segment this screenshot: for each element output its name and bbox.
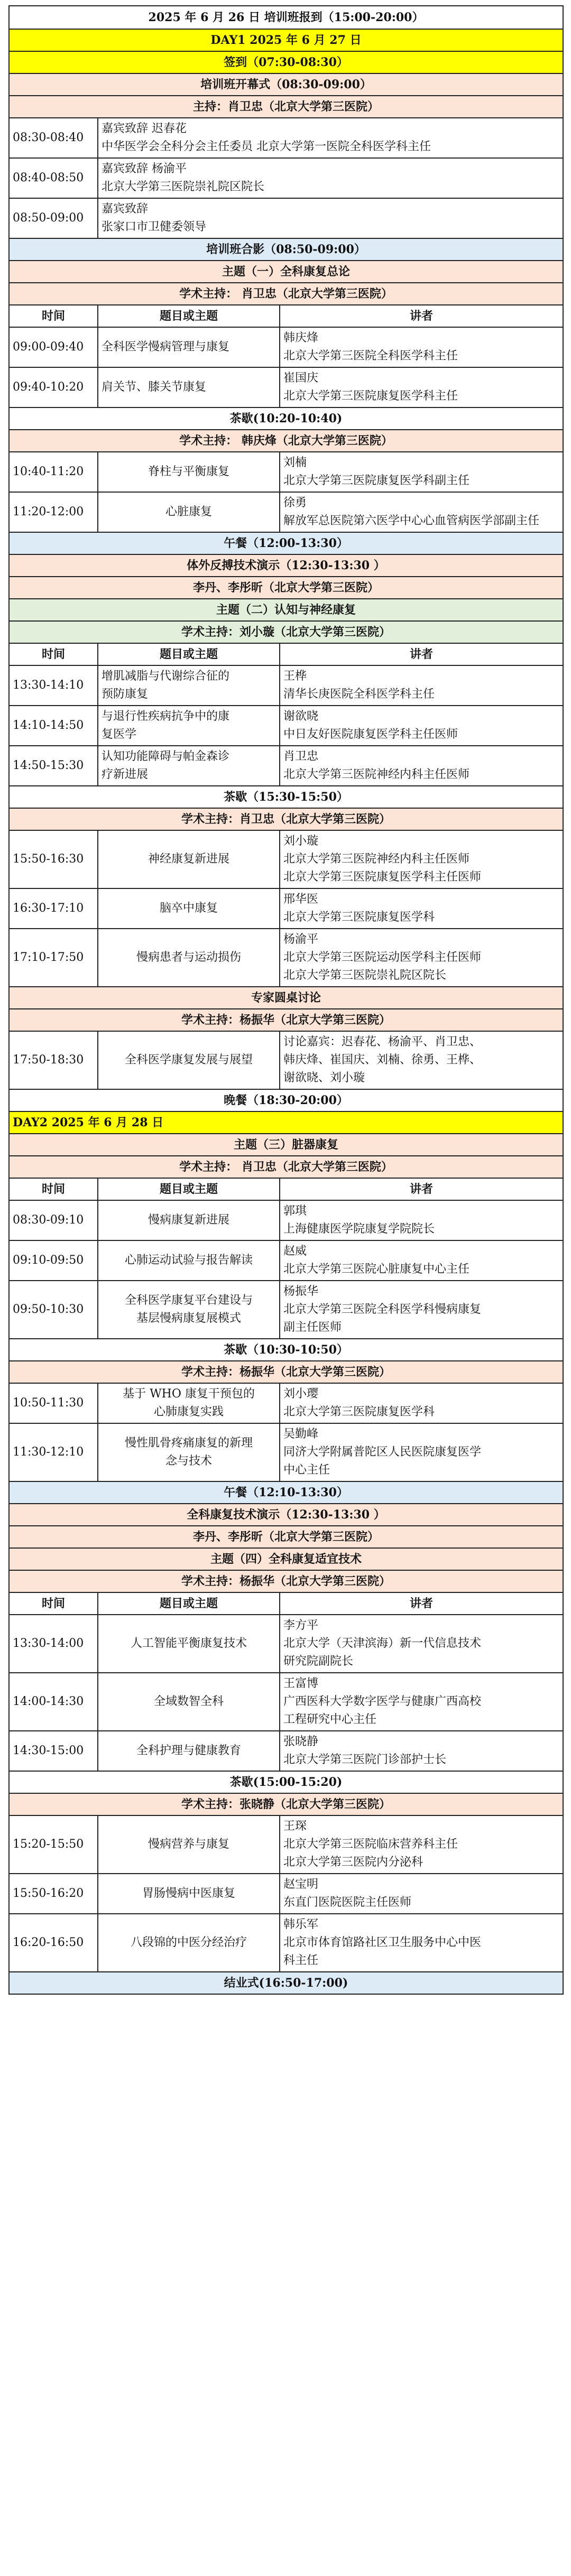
- speaker-title: 工程研究中心主任: [283, 1713, 377, 1726]
- speaker-title: 北京大学第三医院康复医学科: [283, 911, 435, 924]
- speaker-cell: [280, 1240, 563, 1281]
- table-row: [9, 888, 563, 929]
- topic-line: 全科医学康复平台建设与: [124, 1294, 253, 1307]
- speaker-title: 研究院副院长: [283, 1655, 354, 1668]
- time-cell: 11:30-12:10: [9, 1423, 98, 1481]
- speech-line: 嘉宾致辞: [102, 202, 149, 216]
- speech-line: 嘉宾致辞 迟春花: [102, 122, 187, 135]
- speaker-cell: [280, 929, 563, 987]
- table-row: [9, 327, 563, 367]
- registration-header: 2025 年 6 月 26 日 培训班报到（15:00-20:00）: [9, 6, 563, 29]
- speaker-cell: [280, 830, 563, 888]
- schedule: [8, 0, 563, 1995]
- table-row: [9, 1615, 563, 1673]
- speaker-title: 中日友好医院康复医学科主任医师: [283, 728, 458, 741]
- speaker-cell: [280, 1874, 563, 1914]
- topic3-host: 学术主持： 肖卫忠（北京大学第三医院）: [9, 1156, 563, 1178]
- tea-break: 茶歇(15:00-15:20): [9, 1771, 563, 1793]
- topic-cell: [98, 1423, 280, 1481]
- table-row: [9, 706, 563, 746]
- speaker-name: 肖卫忠: [283, 750, 319, 763]
- time-cell: 13:30-14:00: [9, 1615, 98, 1673]
- speaker-name: 张晓静: [283, 1735, 319, 1748]
- speaker-cell: [280, 327, 563, 367]
- topic1-host2: 学术主持： 韩庆烽（北京大学第三医院）: [9, 430, 563, 452]
- speaker-cell: [280, 1914, 563, 1972]
- topic-cell: 肩关节、膝关节康复: [98, 367, 280, 407]
- topic-cell: [98, 665, 280, 706]
- col-time: 时间: [9, 1592, 98, 1615]
- topic-cell: [98, 1383, 280, 1423]
- time-cell: 15:20-15:50: [9, 1815, 98, 1874]
- table-row: [9, 1914, 563, 1972]
- topic-cell: 慢病康复新进展: [98, 1200, 280, 1240]
- content-cell: [98, 118, 563, 158]
- speaker-name: 崔国庆: [283, 372, 319, 385]
- speaker-cell: [280, 1731, 563, 1771]
- topic4-host: 学术主持：杨振华（北京大学第三医院）: [9, 1570, 563, 1592]
- table-row: [9, 1731, 563, 1771]
- tea-break: 茶歇(10:20-10:40): [9, 407, 563, 430]
- table-row: [9, 158, 563, 198]
- lunch: 午餐（12:10-13:30）: [9, 1481, 563, 1504]
- table-row: [9, 1673, 563, 1731]
- col-time: 时间: [9, 305, 98, 327]
- speaker-name: 刘小璇: [283, 835, 319, 848]
- time-cell: 10:40-11:20: [9, 452, 98, 492]
- speaker-title: 北京大学第三医院全科医学科慢病康复: [283, 1303, 482, 1316]
- topic-line: 增肌减脂与代谢综合征的: [102, 670, 230, 683]
- speaker-cell: [280, 746, 563, 786]
- col-topic: 题目或主题: [98, 1178, 280, 1200]
- table-row: [9, 1383, 563, 1423]
- demo-people: 李丹、李彤昕（北京大学第三医院）: [9, 577, 563, 599]
- speaker-name: 郭琪: [283, 1204, 307, 1218]
- table-row: [9, 1240, 563, 1281]
- topic-line: 慢性肌骨疼痛康复的新理: [124, 1437, 253, 1450]
- topic3-host2: 学术主持：杨振华（北京大学第三医院）: [9, 1361, 563, 1383]
- time-cell: 08:40-08:50: [9, 158, 98, 198]
- topic-cell: 心肺运动试验与报告解读: [98, 1240, 280, 1281]
- demo-people: 李丹、李彤昕（北京大学第三医院）: [9, 1526, 563, 1548]
- time-cell: 10:50-11:30: [9, 1383, 98, 1423]
- opening-title: 培训班开幕式（08:30-09:00）: [9, 73, 563, 96]
- speaker-title: 北京大学第三医院全科医学科主任: [283, 349, 458, 363]
- topic-cell: 胃肠慢病中医康复: [98, 1874, 280, 1914]
- time-cell: 09:10-09:50: [9, 1240, 98, 1281]
- content-cell: [98, 198, 563, 238]
- col-topic: 题目或主题: [98, 305, 280, 327]
- day2-title: DAY2 2025 年 6 月 28 日: [9, 1111, 563, 1134]
- time-cell: 11:20-12:00: [9, 492, 98, 532]
- speaker-title: 解放军总医院第六医学中心心血管病医学部副主任: [283, 514, 540, 527]
- speaker-name: 王桦: [283, 670, 307, 683]
- speaker-title: 副主任医师: [283, 1321, 342, 1334]
- speaker-title: 北京大学第三医院康复医学科主任: [283, 390, 458, 403]
- speaker-cell: [280, 706, 563, 746]
- table-row: [9, 1031, 563, 1089]
- time-cell: 17:50-18:30: [9, 1031, 98, 1089]
- topic-cell: 慢病患者与运动损伤: [98, 929, 280, 987]
- demo-title: 全科康复技术演示（12:30-13:30 ）: [9, 1504, 563, 1526]
- topic-line: 心肺康复实践: [153, 1405, 224, 1419]
- time-cell: 09:40-10:20: [9, 367, 98, 407]
- speaker-title: 北京大学第三医院心脏康复中心主任: [283, 1263, 470, 1276]
- table-row: [9, 118, 563, 158]
- topic-cell: 脑卒中康复: [98, 888, 280, 929]
- topic-cell: [98, 1281, 280, 1339]
- guest-line: 讨论嘉宾：迟春花、杨渝平、肖卫忠、: [283, 1035, 482, 1049]
- time-cell: 14:30-15:00: [9, 1731, 98, 1771]
- closing-ceremony: 结业式(16:50-17:00): [9, 1972, 563, 1994]
- table-row: [9, 929, 563, 987]
- topic4-title: 主题（四）全科康复适宜技术: [9, 1548, 563, 1570]
- speaker-name: 王富博: [283, 1677, 319, 1690]
- col-time: 时间: [9, 1178, 98, 1200]
- speaker-name: 刘楠: [283, 456, 307, 469]
- topic-cell: 全科医学康复发展与展望: [98, 1031, 280, 1089]
- col-topic: 题目或主题: [98, 1592, 280, 1615]
- speaker-title: 东直门医院医院主任医师: [283, 1896, 412, 1909]
- speaker-title: 北京大学第三医院内分泌科: [283, 1856, 423, 1869]
- speaker-name: 谢欲晓: [283, 710, 319, 723]
- topic2-host: 学术主持：刘小璇（北京大学第三医院）: [9, 621, 563, 643]
- group-photo: 培训班合影（08:50-09:00）: [9, 238, 563, 261]
- speaker-name: 韩庆烽: [283, 331, 319, 345]
- speaker-title: 北京大学第三医院康复医学科副主任: [283, 474, 470, 487]
- speaker-cell: [280, 665, 563, 706]
- table-row: [9, 746, 563, 786]
- time-cell: 14:00-14:30: [9, 1673, 98, 1731]
- speaker-title: 北京大学第三医院神经内科主任医师: [283, 853, 470, 866]
- time-cell: 08:30-08:40: [9, 118, 98, 158]
- table-row: [9, 1423, 563, 1481]
- speaker-name: 赵宝明: [283, 1878, 319, 1891]
- time-cell: 08:50-09:00: [9, 198, 98, 238]
- time-cell: 15:50-16:30: [9, 830, 98, 888]
- speaker-cell: [280, 492, 563, 532]
- topic4-host2: 学术主持：张晓静（北京大学第三医院）: [9, 1793, 563, 1815]
- speaker-cell: [280, 1281, 563, 1339]
- topic-line: 预防康复: [102, 688, 149, 701]
- speaker-title: 北京市体育馆路社区卫生服务中心中医: [283, 1936, 482, 1949]
- time-cell: 09:00-09:40: [9, 327, 98, 367]
- speaker-cell: [280, 1615, 563, 1673]
- topic-cell: [98, 746, 280, 786]
- speech-line: 嘉宾致辞 杨渝平: [102, 162, 187, 175]
- time-cell: 14:50-15:30: [9, 746, 98, 786]
- topic-cell: 全科护理与健康教育: [98, 1731, 280, 1771]
- topic-cell: 脊柱与平衡康复: [98, 452, 280, 492]
- speaker-title: 同济大学附属普陀区人民医院康复医学: [283, 1445, 482, 1459]
- topic1-title: 主题（一）全科康复总论: [9, 261, 563, 283]
- time-cell: 15:50-16:20: [9, 1874, 98, 1914]
- speaker-cell: [280, 367, 563, 407]
- table-row: [9, 1874, 563, 1914]
- table-row: [9, 1815, 563, 1874]
- topic-cell: 八段锦的中医分经治疗: [98, 1914, 280, 1972]
- content-cell: [98, 158, 563, 198]
- speaker-name: 李方平: [283, 1619, 319, 1632]
- time-cell: 16:20-16:50: [9, 1914, 98, 1972]
- guest-line: 谢欲晓、刘小璇: [283, 1071, 365, 1085]
- col-speaker: 讲者: [280, 643, 563, 665]
- dinner: 晚餐（18:30-20:00）: [9, 1089, 563, 1111]
- topic-cell: [98, 706, 280, 746]
- table-row: [9, 1200, 563, 1240]
- speaker-cell: [280, 1815, 563, 1874]
- time-cell: 14:10-14:50: [9, 706, 98, 746]
- table-header: [9, 1178, 563, 1200]
- speaker-title: 上海健康医学院康复学院院长: [283, 1222, 435, 1236]
- topic-cell: 慢病营养与康复: [98, 1815, 280, 1874]
- topic-cell: 心脏康复: [98, 492, 280, 532]
- speaker-cell: [280, 888, 563, 929]
- col-speaker: 讲者: [280, 305, 563, 327]
- day1-signin: 签到（07:30-08:30）: [9, 51, 563, 73]
- col-topic: 题目或主题: [98, 643, 280, 665]
- speaker-cell: [280, 1423, 563, 1481]
- table-row: [9, 1281, 563, 1339]
- opening-host: 主持：肖卫忠（北京大学第三医院）: [9, 96, 563, 118]
- col-speaker: 讲者: [280, 1592, 563, 1615]
- topic-cell: 神经康复新进展: [98, 830, 280, 888]
- col-time: 时间: [9, 643, 98, 665]
- topic-cell: 全域数智全科: [98, 1673, 280, 1731]
- speaker-cell: [280, 1200, 563, 1240]
- speaker-title: 北京大学第三医院门诊部护士长: [283, 1753, 447, 1766]
- speaker-title: 北京大学第三医院神经内科主任医师: [283, 768, 470, 781]
- speaker-name: 王琛: [283, 1820, 307, 1833]
- speaker-name: 刘小璎: [283, 1387, 319, 1401]
- table-row: [9, 367, 563, 407]
- topic-line: 与退行性疾病抗争中的康: [102, 710, 230, 723]
- speaker-name: 邢华医: [283, 893, 319, 906]
- topic2-title: 主题（二）认知与神经康复: [9, 599, 563, 621]
- time-cell: 16:30-17:10: [9, 888, 98, 929]
- speaker-cell: [280, 1031, 563, 1089]
- table-row: [9, 198, 563, 238]
- roundtable-host: 学术主持：杨振华（北京大学第三医院）: [9, 1009, 563, 1031]
- table-row: [9, 492, 563, 532]
- speaker-name: 徐勇: [283, 496, 307, 509]
- lunch: 午餐（12:00-13:30）: [9, 532, 563, 554]
- speaker-title: 北京大学第三医院临床营养科主任: [283, 1838, 458, 1851]
- time-cell: 09:50-10:30: [9, 1281, 98, 1339]
- speaker-name: 赵威: [283, 1245, 307, 1258]
- time-cell: 08:30-09:10: [9, 1200, 98, 1240]
- topic3-title: 主题（三）脏器康复: [9, 1134, 563, 1156]
- speaker-title: 北京大学第三医院康复医学科主任医师: [283, 870, 482, 884]
- speaker-name: 杨渝平: [283, 933, 319, 946]
- speaker-title: 中心主任: [283, 1463, 330, 1477]
- speaker-name: 杨振华: [283, 1285, 319, 1298]
- speaker-cell: [280, 452, 563, 492]
- topic-line: 疗新进展: [102, 768, 149, 781]
- topic-line: 念与技术: [165, 1454, 212, 1468]
- speaker-title: 清华长庚医院全科医学科主任: [283, 688, 435, 701]
- speaker-title: 北京大学第三医院运动医学科主任医师: [283, 951, 482, 964]
- speaker-name: 吴勤峰: [283, 1428, 319, 1441]
- speaker-title: 广西医科大学数字医学与健康广西高校: [283, 1695, 482, 1708]
- roundtable-title: 专家圆桌讨论: [9, 987, 563, 1009]
- tea-break: 茶歇（15:30-15:50）: [9, 786, 563, 808]
- topic2-host2: 学术主持：肖卫忠（北京大学第三医院）: [9, 808, 563, 830]
- demo-title: 体外反搏技术演示（12:30-13:30 ）: [9, 554, 563, 577]
- tea-break: 茶歇（10:30-10:50）: [9, 1339, 563, 1361]
- time-cell: 13:30-14:10: [9, 665, 98, 706]
- speaker-title: 北京大学第三医院崇礼院区院长: [283, 969, 447, 982]
- speech-detail: 中华医学会全科分会主任委员 北京大学第一医院全科医学科主任: [102, 140, 431, 153]
- speech-detail: 北京大学第三医院崇礼院区院长: [102, 180, 265, 193]
- day1-title: DAY1 2025 年 6 月 27 日: [9, 29, 563, 51]
- topic-line: 基于 WHO 康复干预包的: [123, 1387, 255, 1401]
- speaker-cell: [280, 1673, 563, 1731]
- col-speaker: 讲者: [280, 1178, 563, 1200]
- table-row: [9, 452, 563, 492]
- schedule-table: [8, 5, 564, 1995]
- table-row: [9, 830, 563, 888]
- topic-line: 认知功能障碍与帕金森诊: [102, 750, 230, 763]
- speaker-title: 北京大学第三医院康复医学科: [283, 1405, 435, 1419]
- topic1-host: 学术主持： 肖卫忠（北京大学第三医院）: [9, 283, 563, 305]
- topic-cell: 全科医学慢病管理与康复: [98, 327, 280, 367]
- topic-line: 复医学: [102, 728, 137, 741]
- speaker-title: 北京大学（天津滨海）新一代信息技术: [283, 1637, 482, 1650]
- table-header: [9, 1592, 563, 1615]
- topic-cell: 人工智能平衡康复技术: [98, 1615, 280, 1673]
- table-header: [9, 643, 563, 665]
- speech-detail: 张家口市卫健委领导: [102, 220, 207, 234]
- speaker-cell: [280, 1383, 563, 1423]
- table-row: [9, 665, 563, 706]
- table-header: [9, 305, 563, 327]
- time-cell: 17:10-17:50: [9, 929, 98, 987]
- guest-line: 韩庆烽、崔国庆、刘楠、徐勇、王桦、: [283, 1053, 482, 1067]
- speaker-title: 科主任: [283, 1954, 319, 1967]
- speaker-name: 韩乐军: [283, 1918, 319, 1931]
- topic-line: 基层慢病康复展模式: [136, 1312, 241, 1325]
